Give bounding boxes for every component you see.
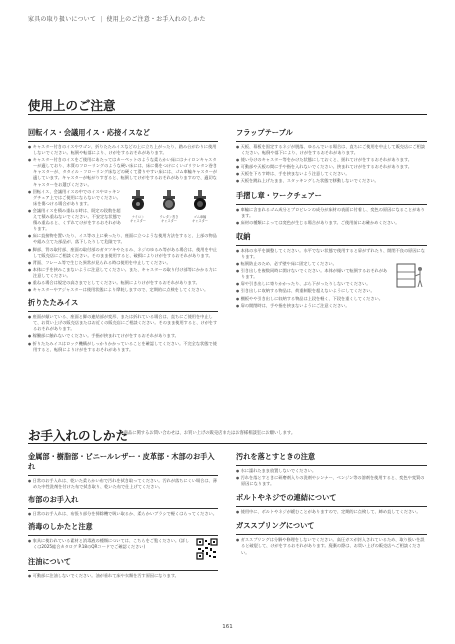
- bullet: ● 可動部に注油しないでください。油が垂れて床や衣類を汚す原因になります。: [28, 573, 218, 579]
- bullet: ● キャスターやアジャスターは使用状態により摩耗しますので、定期的に点検をしてください。: [28, 287, 218, 293]
- urethane-caster-icon: [156, 189, 182, 211]
- bullet: ● 可動部や天板の間に手や指を入れないでください。挟まれてけがをするおそれがあります。: [236, 164, 427, 170]
- header-part2: 使用上のご注意・お手入れのしかた: [106, 16, 206, 23]
- bullet: ● 床に直接物を置いたり、イス等の上に乗ったり、座面に立つような使用方法をすると、上部の物品や組み立てた部品が、落下したりして危険です。: [28, 233, 218, 245]
- bullet: ● 稼働部に触れないでください。手指が挟まれてけがをするおそれがあります。: [28, 333, 218, 339]
- bullet: ● 天板、幕板を固定するネジが脱落、ゆるんでいる場合は、直ちにご使用を中止して販売店にご相談ください。転倒や落下により、けがをするおそれがあります。: [236, 144, 427, 156]
- caster-figures: [124, 189, 218, 223]
- usage-right-column: [236, 128, 427, 420]
- rubber-caster-icon: [187, 189, 213, 211]
- care-title: お手入れのしかた: [28, 428, 129, 443]
- section-heading: 布部のお手入れ: [28, 495, 218, 509]
- bullet: ● 背面、フレーム等で生じた異常が見られる時は使用を中止してください。: [28, 260, 218, 266]
- section-heading: 手摺し章・ワークチェアー: [236, 191, 427, 205]
- bullet: ● 引き出しを複数同時に開けないでください。本体が傾いて転倒するおそれがあります。: [236, 268, 391, 280]
- bullet: ● 折りたたみイスはロック機構がしっかりかかっていることを確認してください。不完全な状態で使用すると、転倒によりけがをするおそれがあります。: [28, 341, 218, 353]
- section-heading: ガススプリングについて: [236, 521, 427, 535]
- bullet: ● 車輪に含まれるゴム成分とプロピレンの成分が床材の表面に付着し、変色の原因になることがあります。: [236, 207, 427, 219]
- bullet: ● 本体の水平を調整してください。水平でない状態で使用すると扉がずれたり、開閉不良の原因になります。: [236, 248, 427, 260]
- bullet: ● 天板を跳ね上げたまま、スタッキングした状態で移動しないでください。: [236, 178, 427, 184]
- bullet: ● 使用中に、ボルトやネジが緩むことがありますので、定期的に点検して、締め直してください。: [236, 509, 427, 515]
- bullet: ● 重ねる場合は規定の高さまでとしてください。転倒によりけがをするおそれがあります。: [28, 280, 218, 286]
- usage-title-rule: [28, 114, 427, 115]
- bullet: ● キャスター付きのイスをご使用にあたってはカーペットのような柔らかい床にはナイロンキャスターが適しており、木質のフローリングのような硬い床には、床に傷をつけにくいゴリウレタン巻きキャスターが、タタイル・フローリング床などの硬くて滑りやすい床には、ゴム車輪キャスターが適しています。キャスターが転がりすぎると、転倒してけがをするおそれがありますので、適切なキャスターをお選びください。: [28, 157, 218, 187]
- rubber-caster-figure: ゴム車輪 キャスター: [186, 189, 214, 223]
- section-heading: 汚れを落とすときの注意: [236, 452, 427, 466]
- section-heading: 注油について: [28, 557, 218, 571]
- caster-figure-block: [28, 189, 218, 233]
- section-heading: フラップテーブル: [236, 128, 427, 142]
- bullet: ● 扉の開閉時は、手や指を挟まないようにご注意ください。: [236, 303, 427, 309]
- bullet: ● ガススプリングは分解や修理をしないでください。高圧ガスが封入されているため、取り扱いを誤ると破裂して、けがをするおそれがあります。廃棄の際は、お買い上げの販売店へご相談ください。: [236, 537, 427, 555]
- care-left-column: [28, 452, 218, 620]
- care-title-rule: [28, 443, 427, 444]
- storage-figure-block: [236, 261, 427, 287]
- bullet: ● 水に濡れたまま放置しないでください。: [236, 468, 427, 474]
- bullet: ● 家具に使われている素材と消毒液の種類については、こちらをご覧ください。(詳しくは2025総合カタログ P.18のQRコードでご確認ください): [28, 538, 192, 550]
- bullet: ● 汚れを落とすときに研磨剤入りの洗剤やシンナー、ベンジン等の溶剤を使用すると、変色や変質の原因になります。: [236, 475, 427, 487]
- bullet: ● 脚部、背の取付部、座面の取付部のガタツキやたるみ、ネジのゆるみ等がある場合は、使用を中止して販売店にご相談ください。そのまま使用すると、破損によりけがをするおそれがあります。: [28, 247, 218, 259]
- bullet: ● 座面が傾いている、座面と脚の連結部が変形、または折れている場合は、直ちにご使用を中止して、お買い上げの販売店またはお近くの販売店にご相談ください。そのまま使用すると、けがをするおそれがあります。: [28, 314, 218, 332]
- usage-title: 使用上のご注意: [28, 98, 116, 113]
- bullet: ● 使い分けのキャスター等をかけた状態にしておくと、揺れてけがをするおそれがあります。: [236, 157, 427, 163]
- bullet: ● 床材の種類によっては変色が生じる場合があります。ご使用前にお確かめください。: [236, 220, 427, 226]
- header-part1: 家具の取り扱いについて: [28, 16, 97, 23]
- usage-left-column: [28, 128, 218, 420]
- section-heading: 回転イス・会議用イス・応接イスなど: [28, 128, 218, 142]
- header-separator: |: [100, 16, 103, 23]
- care-note: ※商品に関するお問い合わせは、お買い上げの販売店またはお客様相談室にお願いします。: [120, 431, 296, 436]
- bullet: ● 会議用イスを積み重ねる時は、既定の段数を超えて積み重ねないでください。不安定な状態で積み重ねると、くずれてけがをするおそれがあります。: [28, 208, 123, 232]
- bullet: ● 日常のお手入れは、布張り部分を掃除機で吸い取るか、柔らかいブラシで軽くはらってください。: [28, 511, 218, 517]
- bullet: ● 天板を下ろす時は、手を挟まないよう注意してください。: [236, 171, 427, 177]
- section-heading: 金属部・樹脂部・ビニールレザー・皮革部・木部のお手入れ: [28, 452, 218, 476]
- bullet: ● 棚板やや引き出しに収納する物品は上段を軽く、下段を重くしてください。: [236, 296, 427, 302]
- qr-code-icon[interactable]: [196, 538, 218, 560]
- disinfection-block: [28, 538, 218, 550]
- section-heading: 折りたたみイス: [28, 298, 218, 312]
- urethane-caster-figure: ウレタン巻き キャスター: [155, 189, 183, 223]
- cabinet-warning-illustration: [393, 261, 425, 289]
- bullet: ● 引き出しに収納する物品は、荷重制限を超えないようにしてください。: [236, 288, 427, 294]
- bullet: ● キャスター付きのイスやワゴン、折りたたみイスなどの上に立ち上がったり、踏み台がわりに使用しないでください。転倒や転落により、けがをするおそれがあります。: [28, 144, 218, 156]
- bullet: ● 回転イス、会議用イスの中でのイスやロッキングチェア上ではご使用にならないでください。床を傷つける場合があります。: [28, 189, 123, 207]
- section-heading: ボルトやネジでの連結について: [236, 493, 427, 507]
- bullet: ● 日常のお手入れは、乾いた柔らかい布で汚れを拭き取ってください。汚れが落ちにくい場合は、薄めた中性洗剤を付けた布で拭き取り、乾いた布で仕上げてください。: [28, 478, 218, 490]
- bullet: ● 本体に手を挟みこまないように注意してください。また、キャスターの取り付け部等にかかる力に注意してください。: [28, 267, 218, 279]
- page-number: 161: [222, 624, 233, 630]
- nylon-caster-figure: ナイロン キャスター: [124, 189, 152, 223]
- nylon-caster-icon: [125, 189, 151, 211]
- running-header: [28, 14, 206, 23]
- section-heading: 収納: [236, 232, 427, 246]
- care-right-column: [236, 452, 427, 620]
- section-heading: 消毒のしかたと注意: [28, 522, 218, 536]
- bullet: ● 転倒防止のため、必ず壁や床に固定してください。: [236, 261, 391, 267]
- bullet: ● 扉や引き出しに寄りかかったり、ぶら下がったりしないでください。: [236, 281, 391, 287]
